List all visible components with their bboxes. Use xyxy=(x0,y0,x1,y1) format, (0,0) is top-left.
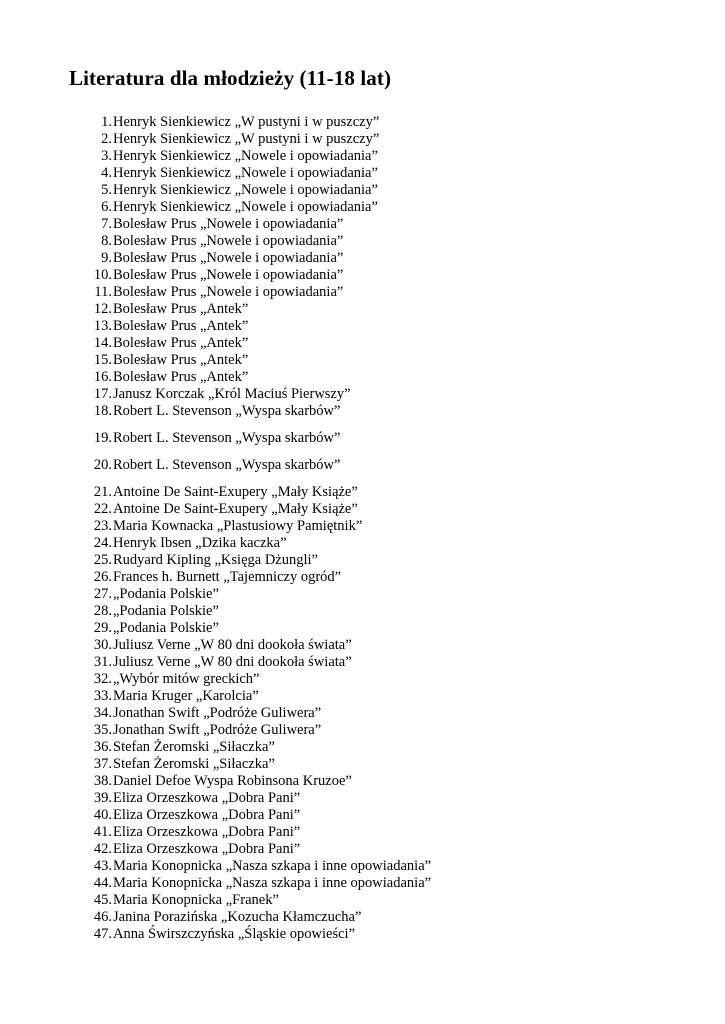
list-item-text: Bolesław Prus „Nowele i opowiadania” xyxy=(113,216,344,232)
list-item xyxy=(88,284,688,301)
list-item-number: 41. xyxy=(93,824,112,840)
list-item-number: 8. xyxy=(101,233,112,249)
list-item xyxy=(88,148,688,165)
list-item-number: 1. xyxy=(101,114,112,130)
list-item-number: 38. xyxy=(93,773,112,789)
list-item-text: Bolesław Prus „Antek” xyxy=(113,335,249,351)
list-item-text: Jonathan Swift „Podróże Guliwera” xyxy=(113,722,322,738)
list-item-number: 35. xyxy=(93,722,112,738)
list-item-number: 13. xyxy=(93,318,112,334)
list-item xyxy=(88,892,688,909)
list-item xyxy=(88,688,688,705)
list-item-text: Bolesław Prus „Nowele i opowiadania” xyxy=(113,284,344,300)
list-item-number: 11. xyxy=(94,284,112,300)
list-item xyxy=(88,722,688,739)
list-item-number: 30. xyxy=(93,637,112,653)
list-item-text: Henryk Sienkiewicz „Nowele i opowiadania” xyxy=(113,165,378,181)
list-item-number: 23. xyxy=(93,518,112,534)
list-item-text: Jonathan Swift „Podróże Guliwera” xyxy=(113,705,322,721)
list-item-text: Henryk Sienkiewicz „W pustyni i w puszczy” xyxy=(113,114,380,130)
list-item xyxy=(88,335,688,352)
list-item xyxy=(88,756,688,773)
list-item xyxy=(88,603,688,620)
list-item-number: 21. xyxy=(93,484,112,500)
list-item-text: Robert L. Stevenson „Wyspa skarbów” xyxy=(113,403,341,419)
list-item-number: 42. xyxy=(93,841,112,857)
list-item xyxy=(88,233,688,250)
list-item xyxy=(88,457,688,474)
list-item-number: 34. xyxy=(93,705,112,721)
list-item-text: Henryk Sienkiewicz „Nowele i opowiadania” xyxy=(113,182,378,198)
list-item-number: 14. xyxy=(93,335,112,351)
list-item-number: 12. xyxy=(93,301,112,317)
list-item xyxy=(88,369,688,386)
list-item-text: Henryk Sienkiewicz „Nowele i opowiadania” xyxy=(113,148,378,164)
list-item xyxy=(88,484,688,501)
list-item-number: 44. xyxy=(93,875,112,891)
list-item-text: Robert L. Stevenson „Wyspa skarbów” xyxy=(113,457,341,473)
list-item-text: Eliza Orzeszkowa „Dobra Pani” xyxy=(113,790,301,806)
list-item xyxy=(88,501,688,518)
list-item-text: Maria Konopnicka „Nasza szkapa i inne opowiadania” xyxy=(113,875,432,891)
list-item-number: 28. xyxy=(93,603,112,619)
list-item-number: 46. xyxy=(93,909,112,925)
list-item-number: 31. xyxy=(93,654,112,670)
list-item-number: 37. xyxy=(93,756,112,772)
list-item-text: Maria Konopnicka „Nasza szkapa i inne opowiadania” xyxy=(113,858,432,874)
list-item xyxy=(88,790,688,807)
list-item-text: Bolesław Prus „Antek” xyxy=(113,301,249,317)
list-item xyxy=(88,926,688,943)
list-item-number: 18. xyxy=(93,403,112,419)
list-item-text: Janusz Korczak „Król Maciuś Pierwszy” xyxy=(113,386,351,402)
list-item-text: Maria Kownacka „Plastusiowy Pamiętnik” xyxy=(113,518,363,534)
list-item xyxy=(88,182,688,199)
list-item xyxy=(88,386,688,403)
list-item-number: 45. xyxy=(93,892,112,908)
list-item-number: 3. xyxy=(101,148,112,164)
list-item xyxy=(88,199,688,216)
list-item-text: Juliusz Verne „W 80 dni dookoła świata” xyxy=(113,654,352,670)
list-item-text: Bolesław Prus „Antek” xyxy=(113,369,249,385)
list-item-text: Maria Kruger „Karolcia” xyxy=(113,688,259,704)
list-item xyxy=(88,824,688,841)
list-item xyxy=(88,705,688,722)
list-item xyxy=(88,352,688,369)
list-item xyxy=(88,671,688,688)
list-item-text: Bolesław Prus „Antek” xyxy=(113,352,249,368)
list-item xyxy=(88,518,688,535)
list-item-text: Bolesław Prus „Antek” xyxy=(113,318,249,334)
list-item-text: „Podania Polskie” xyxy=(113,586,219,602)
list-item-text: Bolesław Prus „Nowele i opowiadania” xyxy=(113,233,344,249)
list-item-number: 20. xyxy=(93,457,112,473)
list-item-number: 17. xyxy=(93,386,112,402)
list-item-text: „Podania Polskie” xyxy=(113,620,219,636)
list-item xyxy=(88,535,688,552)
list-item-text: Eliza Orzeszkowa „Dobra Pani” xyxy=(113,841,301,857)
list-item-number: 15. xyxy=(93,352,112,368)
list-item-text: Eliza Orzeszkowa „Dobra Pani” xyxy=(113,824,301,840)
list-item-text: Bolesław Prus „Nowele i opowiadania” xyxy=(113,250,344,266)
list-item-text: Rudyard Kipling „Księga Dżungli” xyxy=(113,552,318,568)
list-item xyxy=(88,875,688,892)
list-item-number: 33. xyxy=(93,688,112,704)
list-item-text: Frances h. Burnett „Tajemniczy ogród” xyxy=(113,569,342,585)
list-item xyxy=(88,216,688,233)
list-item-text: Janina Porazińska „Kozucha Kłamczucha” xyxy=(113,909,362,925)
list-item xyxy=(88,569,688,586)
list-item xyxy=(88,267,688,284)
list-item-text: Maria Konopnicka „Franek” xyxy=(113,892,279,908)
list-item-text: Robert L. Stevenson „Wyspa skarbów” xyxy=(113,430,341,446)
list-item xyxy=(88,841,688,858)
list-item-number: 47. xyxy=(93,926,112,942)
list-item xyxy=(88,552,688,569)
list-item-number: 6. xyxy=(101,199,112,215)
list-item-text: Anna Świrszczyńska „Śląskie opowieści” xyxy=(113,926,356,942)
list-item xyxy=(88,739,688,756)
list-item xyxy=(88,773,688,790)
list-item-number: 9. xyxy=(101,250,112,266)
list-item xyxy=(88,430,688,447)
list-item-number: 4. xyxy=(101,165,112,181)
list-item-number: 10. xyxy=(93,267,112,283)
list-item-text: Henryk Sienkiewicz „W pustyni i w puszczy” xyxy=(113,131,380,147)
list-item-number: 24. xyxy=(93,535,112,551)
list-item-text: Stefan Żeromski „Siłaczka” xyxy=(113,756,275,772)
list-item-text: Juliusz Verne „W 80 dni dookoła świata” xyxy=(113,637,352,653)
list-item-number: 7. xyxy=(101,216,112,232)
list-item xyxy=(88,807,688,824)
list-item xyxy=(88,131,688,148)
list-item xyxy=(88,909,688,926)
list-item-number: 40. xyxy=(93,807,112,823)
list-item-number: 43. xyxy=(93,858,112,874)
list-item-number: 25. xyxy=(93,552,112,568)
list-item xyxy=(88,165,688,182)
list-item-number: 19. xyxy=(93,430,112,446)
list-item xyxy=(88,403,688,420)
list-item-number: 39. xyxy=(93,790,112,806)
list-item-text: Antoine De Saint-Exupery „Mały Książe” xyxy=(113,484,358,500)
list-item-number: 36. xyxy=(93,739,112,755)
list-item-text: Bolesław Prus „Nowele i opowiadania” xyxy=(113,267,344,283)
list-item-text: Daniel Defoe Wyspa Robinsona Kruzoe” xyxy=(113,773,352,789)
list-item-text: Antoine De Saint-Exupery „Mały Książe” xyxy=(113,501,358,517)
list-item xyxy=(88,318,688,335)
list-item xyxy=(88,620,688,637)
list-item-number: 5. xyxy=(101,182,112,198)
list-item xyxy=(88,586,688,603)
list-item-number: 27. xyxy=(93,586,112,602)
list-item-number: 16. xyxy=(93,369,112,385)
list-item-number: 26. xyxy=(93,569,112,585)
list-item xyxy=(88,654,688,671)
list-item-text: „Podania Polskie” xyxy=(113,603,219,619)
list-item xyxy=(88,301,688,318)
list-item-number: 2. xyxy=(101,131,112,147)
list-item-number: 29. xyxy=(93,620,112,636)
list-item xyxy=(88,637,688,654)
list-item-text: Eliza Orzeszkowa „Dobra Pani” xyxy=(113,807,301,823)
list-item xyxy=(88,858,688,875)
list-item-text: Stefan Żeromski „Siłaczka” xyxy=(113,739,275,755)
book-list xyxy=(88,114,688,943)
list-item-text: Henryk Sienkiewicz „Nowele i opowiadania” xyxy=(113,199,378,215)
list-item-text: „Wybór mitów greckich” xyxy=(113,671,260,687)
document-title: Literatura dla młodzieży (11-18 lat) xyxy=(69,66,392,90)
list-item xyxy=(88,250,688,267)
list-item-number: 22. xyxy=(93,501,112,517)
list-item-number: 32. xyxy=(93,671,112,687)
list-item-text: Henryk Ibsen „Dzika kaczka” xyxy=(113,535,287,551)
list-item xyxy=(88,114,688,131)
